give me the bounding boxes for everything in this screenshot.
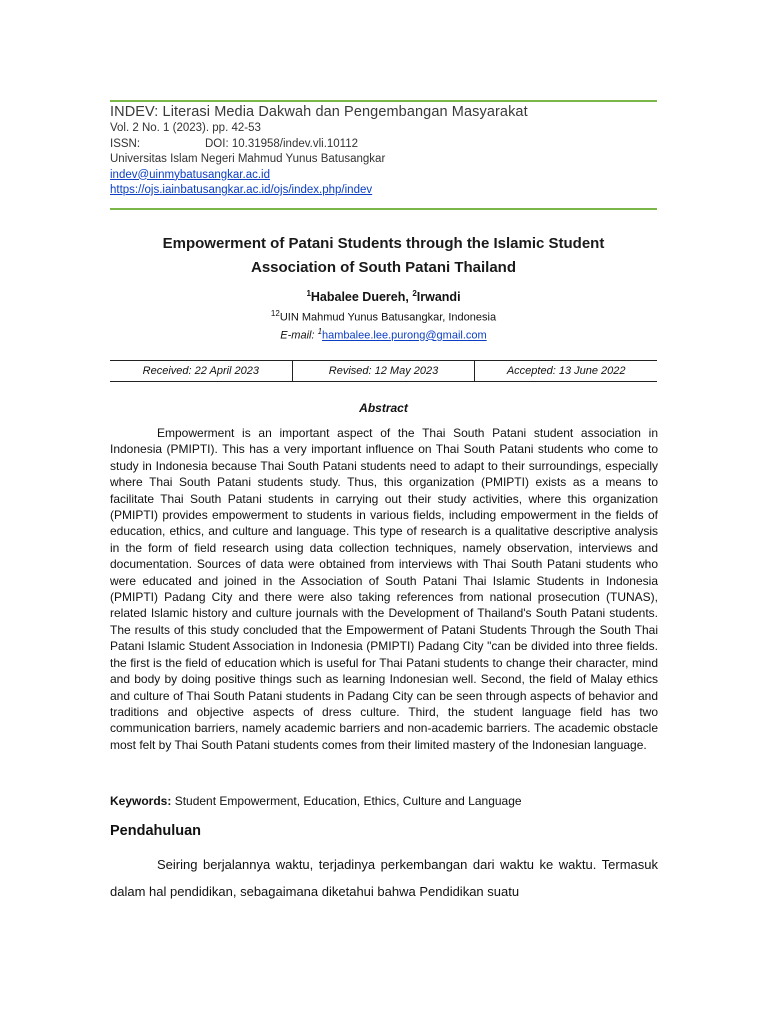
article-title — [110, 232, 657, 280]
journal-email-link[interactable]: indev@uinmybatusangkar.ac.id — [110, 168, 270, 181]
keywords-label: Keywords: — [110, 794, 172, 808]
header-rule-bottom — [110, 208, 657, 210]
header-rule-top — [110, 100, 657, 102]
author2-superscript: 2 — [412, 289, 417, 298]
journal-title: INDEV: Literasi Media Dakwah dan Pengembangan Masyarakat — [110, 104, 528, 120]
article-title-line1: Empowerment of Patani Students through the Islamic Student — [162, 235, 605, 252]
journal-issn-row — [110, 137, 670, 153]
keywords-text: Student Empowerment, Education, Ethics, Culture and Language — [171, 794, 522, 808]
journal-doi: DOI: 10.31958/indev.vli.10112 — [205, 137, 359, 150]
journal-issn: ISSN: — [110, 137, 141, 150]
revised-date: Revised: 12 May 2023 — [292, 361, 475, 381]
author2-name: Irwandi — [416, 290, 461, 305]
abstract-text: Empowerment is an important aspect of the Thai South Patani student association in Indonesia (PMIPTI). This has a very important influence on Thai South Patani students who come to study in Indonesia because Thai South Patani students need to adapt to their surroundings, especially where Thai South Patani students study. Thus, this organization (PMIPTI) exists as a means to facilitate Thai South Patani students in carrying out their study activities, where this organization (PMIPTI) provides empowerment to students in various fields, including empowerment in the fields of education, ethics, and culture and language. This type of research is a qualitative descriptive analysis in the form of field research using data collection techniques, namely observation, interviews and documentation. Sources of data were obtained from interviews with Thai South Patani students who were educated and joined in the Association of South Patani Thai Islamic Students in Indonesia (PMIPTI) Padang City and there were also taking references from national prosecution (TUNAS), related Islamic history and culture journals with the Development of Thailand's South Patani students. The results of this study concluded that the Empowerment of Patani Students Through the South Thai Patani Islamic Student Association in Indonesia (PMIPTI) Padang City "can be divided into three fields. the first is the field of education which is useful for Thai Patani students to change their character, mind and body by doing positive things such as learning Indonesian well. Second, the field of Malay ethics and culture of Thai South Patani students in Padang City can be seen through aspects of behavior and traditions and objective aspects of dress culture. Third, the student language field has two communication barriers, namely academic barriers and non-academic barriers. The academic obstacle most felt by Thai South Patani students comes from their limited mastery of the Indonesian language. — [110, 426, 658, 752]
affiliation-text: UIN Mahmud Yunus Batusangkar, Indonesia — [279, 311, 497, 324]
abstract-heading: Abstract — [359, 401, 408, 415]
email-label: E-mail: — [280, 329, 318, 342]
section-body-text: Seiring berjalannya waktu, terjadinya perkembangan dari waktu ke waktu. Termasuk dalam hal pendidikan, sebagaimana diketahui bahwa Pendidikan suatu — [110, 857, 658, 899]
affiliation-superscript: 12 — [270, 309, 280, 318]
article-title-line2: Association of South Patani Thailand — [250, 259, 517, 276]
journal-header — [110, 103, 670, 199]
keywords — [110, 794, 657, 808]
journal-university: Universitas Islam Negeri Mahmud Yunus Batusangkar — [110, 153, 386, 165]
section-heading: Pendahuluan — [110, 823, 202, 839]
received-date: Received: 22 April 2023 — [142, 365, 260, 377]
author1-name: Habalee Duereh, — [310, 290, 413, 305]
journal-volume: Vol. 2 No. 1 (2023). pp. 42-53 — [110, 122, 261, 134]
author1-superscript: 1 — [306, 289, 311, 298]
journal-url-link[interactable]: https://ojs.iainbatusangkar.ac.id/ojs/index.php/indev — [110, 184, 373, 196]
email-superscript: 1 — [317, 327, 323, 336]
article-dates-table — [110, 360, 657, 382]
article-email — [110, 327, 657, 342]
article-affiliation — [110, 309, 657, 324]
article-authors — [110, 289, 657, 304]
email-address-link[interactable]: hambalee.lee.purong@gmail.com — [322, 329, 487, 342]
accepted-date: Accepted: 13 June 2022 — [474, 361, 657, 381]
